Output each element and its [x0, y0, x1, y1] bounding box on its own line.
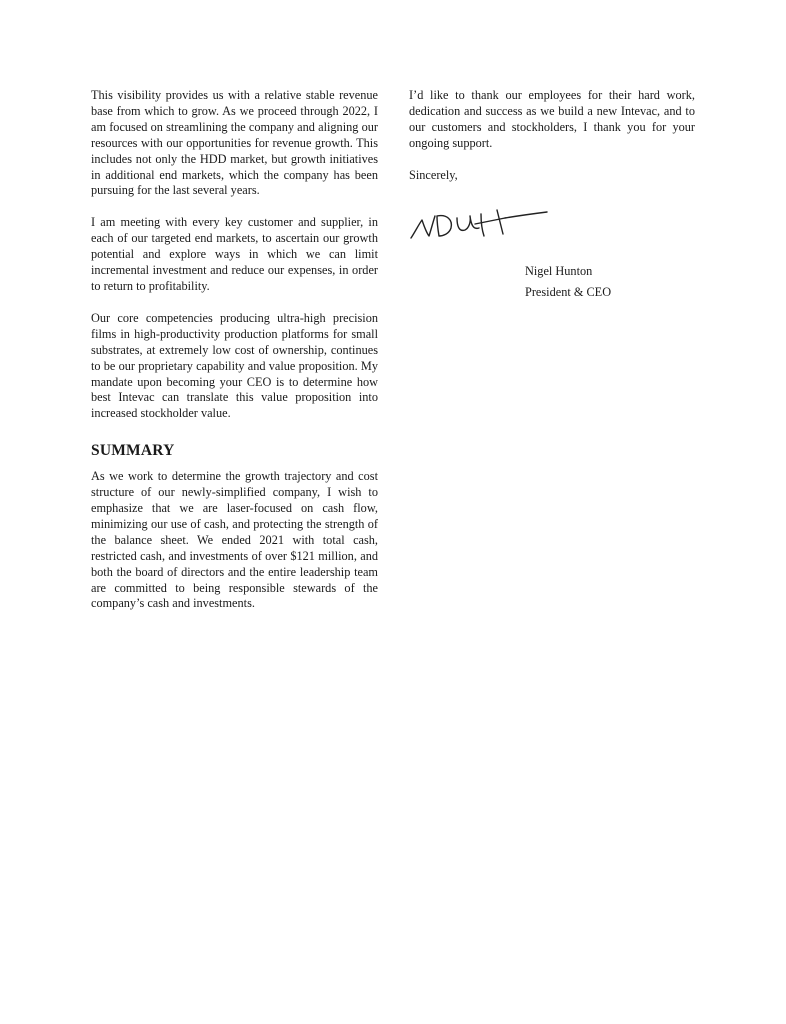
visibility-paragraph: This visibility provides us with a relative stable revenue base from which to grow. As we proceed through 2022, I am focused on streamlining the company and aligning our resources with our opportunities for revenue growth. This includes not only the HDD market, but growth initiatives in additional end markets, which the company has been pursuing for the last several years. [91, 88, 378, 198]
closing-salutation: Sincerely, [409, 167, 458, 182]
signer-name: Nigel Hunton [525, 264, 593, 278]
left-column [91, 88, 378, 612]
core-competencies-paragraph: Our core competencies producing ultra-high precision films in high-productivity production platforms for small substrates, at extremely low cost of ownership, continues to be our proprietary capability and value proposition. My mandate upon becoming your CEO is to determine how best Intevac can translate this value proposition into increased stockholder value. [91, 310, 378, 421]
customer-meeting-paragraph: I am meeting with every key customer and supplier, in each of our targeted end markets, to ascertain our growth potential and explore ways in which we can limit incremental investment and reduce our expenses, in order to return to profitability. [91, 215, 378, 293]
signer-title: President & CEO [525, 285, 612, 299]
summary-paragraph: As we work to determine the growth trajectory and cost structure of our newly-simplified company, I wish to emphasize that we are laser-focused on cash flow, minimizing our use of cash, and protecting the strength of the balance sheet. We ended 2021 with total cash, restricted cash, and investments of over $121 million, and both the board of directors and the entire leadership team are committed to being responsible stewards of the company’s cash and investments. [91, 469, 378, 611]
summary-heading: SUMMARY [91, 442, 175, 460]
thanks-paragraph: I’d like to thank our employees for their hard work, dedication and success as we build a new Intevac, and to our customers and stockholders, I thank you for your ongoing support. [409, 88, 695, 150]
handwritten-signature [409, 200, 551, 248]
right-column [409, 88, 695, 184]
